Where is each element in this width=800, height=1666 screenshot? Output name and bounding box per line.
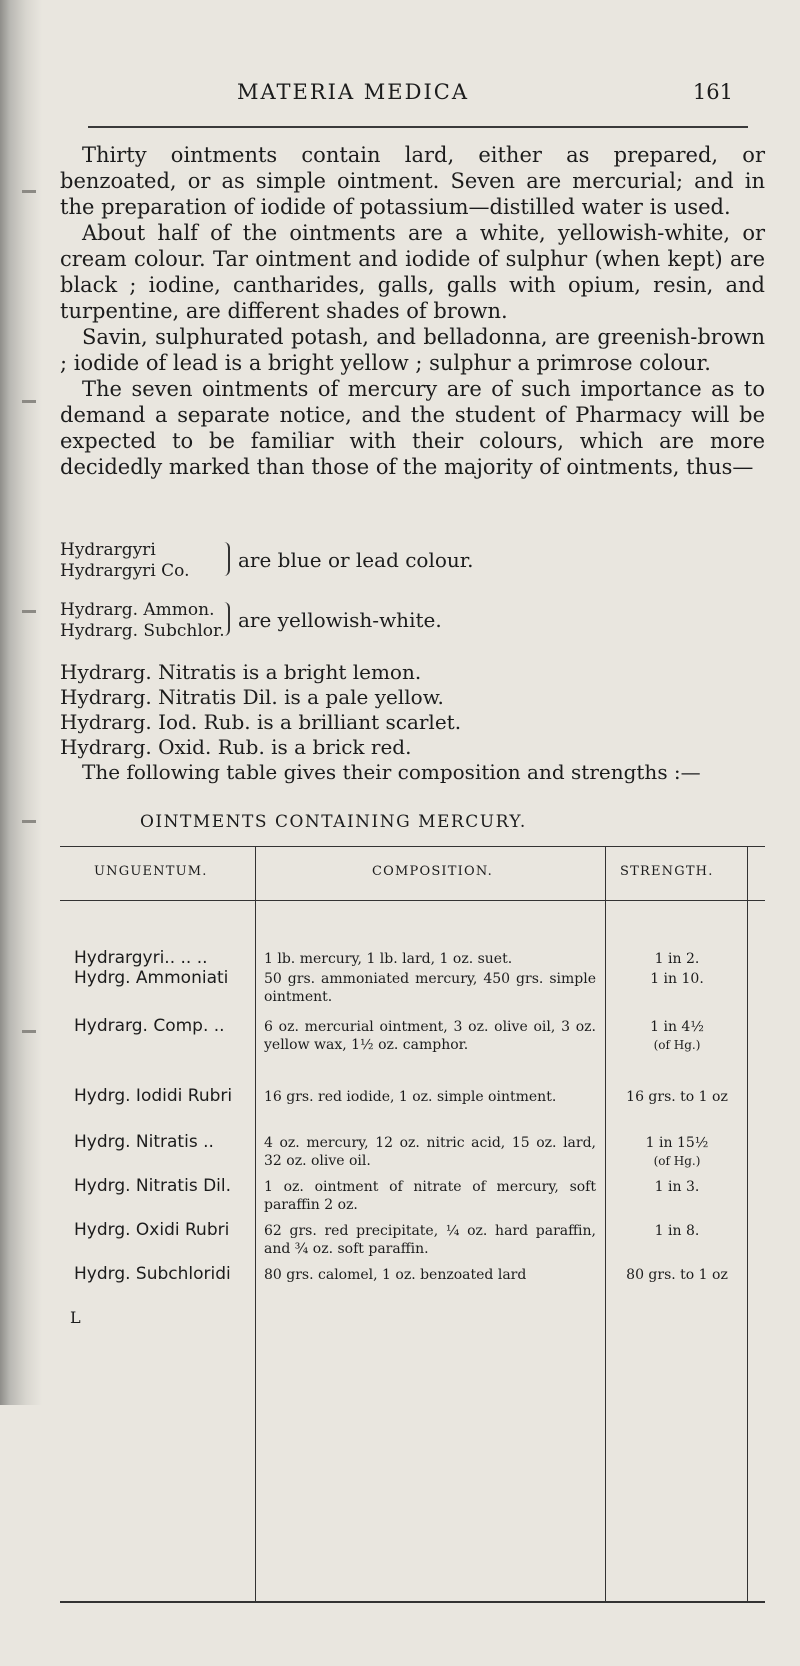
strength-cell [607,950,747,968]
colour-text: is a brick red. [264,735,412,759]
strength-value: 1 in 10. [650,971,704,987]
strength-cell [607,1134,747,1170]
body-text [60,142,765,480]
brace [220,602,230,636]
paragraph: Thirty ointments contain lard, either as prepared, or benzoated, or as simple ointment. Seven are mercurial; and in the preparation of iodide of potassium—distilled water is used. [60,143,765,219]
column-header-unguentum: UNGUENTUM. [94,864,208,879]
colour-text: is a brilliant scarlet. [250,710,462,734]
ointment-name: Hydrarg. Oxid. Rub. [60,735,265,759]
composition-cell: 80 grs. calomel, 1 oz. benzoated lard [264,1267,527,1283]
strength-value: 80 grs. to 1 oz [626,1267,728,1283]
strength-value: 1 in 15½ [645,1135,709,1151]
column-rule [747,846,748,1602]
paragraph: About half of the ointments are a white, yellowish-white, or cream colour. Tar ointment and iodide of sulphur (when kept) are black ; iodine, cantharides, galls, galls with opium, resin, and turpentine, are different shades of brown. [60,221,765,323]
ointment-name: Hydrarg. Ammon. [60,600,215,620]
composition-cell: 1 lb. mercury, 1 lb. lard, 1 oz. suet. [264,951,513,967]
header-rule [88,126,748,128]
table-rule [60,900,765,901]
strength-value: 1 in 3. [654,1179,700,1195]
unguentum-cell: Hydrarg. Comp. .. [74,1016,225,1036]
unguentum-cell: Hydrargyri.. .. .. [74,948,208,968]
composition-cell: 16 grs. red iodide, 1 oz. simple ointment. [264,1089,557,1105]
strength-cell [607,1266,747,1284]
group-names [60,540,190,582]
colour-line [60,660,765,685]
signature-mark: L [70,1308,81,1327]
page-number: 161 [692,80,733,104]
column-header-composition: COMPOSITION. [372,864,493,879]
binding-mark [22,400,36,403]
unguentum-cell: Hydrg. Nitratis .. [74,1132,214,1152]
strength-cell [607,970,747,988]
composition-cell: 62 grs. red precipitate, ¼ oz. hard paraffin, and ¾ oz. soft paraffin. [264,1223,596,1257]
composition-cell: 6 oz. mercurial ointment, 3 oz. olive oil, 3 oz. yellow wax, 1½ oz. camphor. [264,1019,596,1053]
colour-group [60,540,765,600]
paragraph: The seven ointments of mercury are of such importance as to demand a separate notice, and the student of Pharmacy will be expected to be familiar with their colours, which are more decidedly marked than those of the majority of ointments, thus— [60,377,765,479]
table-title: OINTMENTS CONTAINING MERCURY. [140,812,527,832]
composition-cell: 50 grs. ammoniated mercury, 450 grs. simple ointment. [264,971,596,1005]
composition-cell: 4 oz. mercury, 12 oz. nitric acid, 15 oz. lard, 32 oz. olive oil. [264,1135,596,1169]
strength-note: (of Hg.) [653,1038,701,1052]
strength-cell [607,1018,747,1054]
unguentum-cell: Hydrg. Oxidi Rubri [74,1220,230,1240]
mercury-colour-list [60,540,765,785]
binding-mark [22,610,36,613]
strength-value: 1 in 4½ [650,1019,704,1035]
table-intro: The following table gives their composition and strengths :— [82,760,701,784]
binding-mark [22,1030,36,1033]
unguentum-cell: Hydrg. Subchloridi [74,1264,231,1284]
colour-description: are blue or lead colour. [238,548,474,572]
colour-description: are yellowish-white. [238,608,442,632]
column-rule [605,846,606,1602]
table-rule [60,1601,765,1603]
strength-cell [607,1178,747,1196]
binding-mark [22,190,36,193]
ointment-name: Hydrarg. Iod. Rub. [60,710,251,734]
strength-value: 16 grs. to 1 oz [626,1089,728,1105]
strength-value: 1 in 2. [654,951,700,967]
ointment-name: Hydrargyri Co. [60,561,190,581]
binding-mark [22,820,36,823]
strength-cell [607,1088,747,1106]
paragraph: Savin, sulphurated potash, and belladonna, are greenish-brown ; iodide of lead is a bright yellow ; sulphur a primrose colour. [60,325,765,375]
ointment-name: Hydrargyri [60,540,156,560]
column-header-strength: STRENGTH. [620,864,714,879]
mercury-ointments-table [60,846,765,1666]
colour-text: is a bright lemon. [236,660,422,684]
composition-cell: 1 oz. ointment of nitrate of mercury, soft paraffin 2 oz. [264,1179,596,1213]
ointment-name: Hydrarg. Nitratis [60,660,237,684]
strength-note: (of Hg.) [653,1154,701,1168]
book-binding-shadow [0,0,42,1405]
ointment-name: Hydrarg. Subchlor. [60,621,225,641]
unguentum-cell: Hydrg. Nitratis Dil. [74,1176,232,1196]
colour-line [60,685,765,710]
ointment-name: Hydrarg. Nitratis Dil. [60,685,278,709]
brace [220,542,230,576]
unguentum-cell: Hydrg. Ammoniati [74,968,229,988]
colour-group [60,600,765,660]
running-title: MATERIA MEDICA [237,80,470,104]
table-rule [60,846,765,847]
colour-text: is a pale yellow. [277,685,444,709]
strength-cell [607,1222,747,1240]
colour-line [60,710,765,735]
unguentum-cell: Hydrg. Iodidi Rubri [74,1086,233,1106]
running-head [60,80,765,116]
column-rule [255,846,256,1602]
strength-value: 1 in 8. [654,1223,700,1239]
colour-line [60,735,765,760]
group-names [60,600,225,642]
